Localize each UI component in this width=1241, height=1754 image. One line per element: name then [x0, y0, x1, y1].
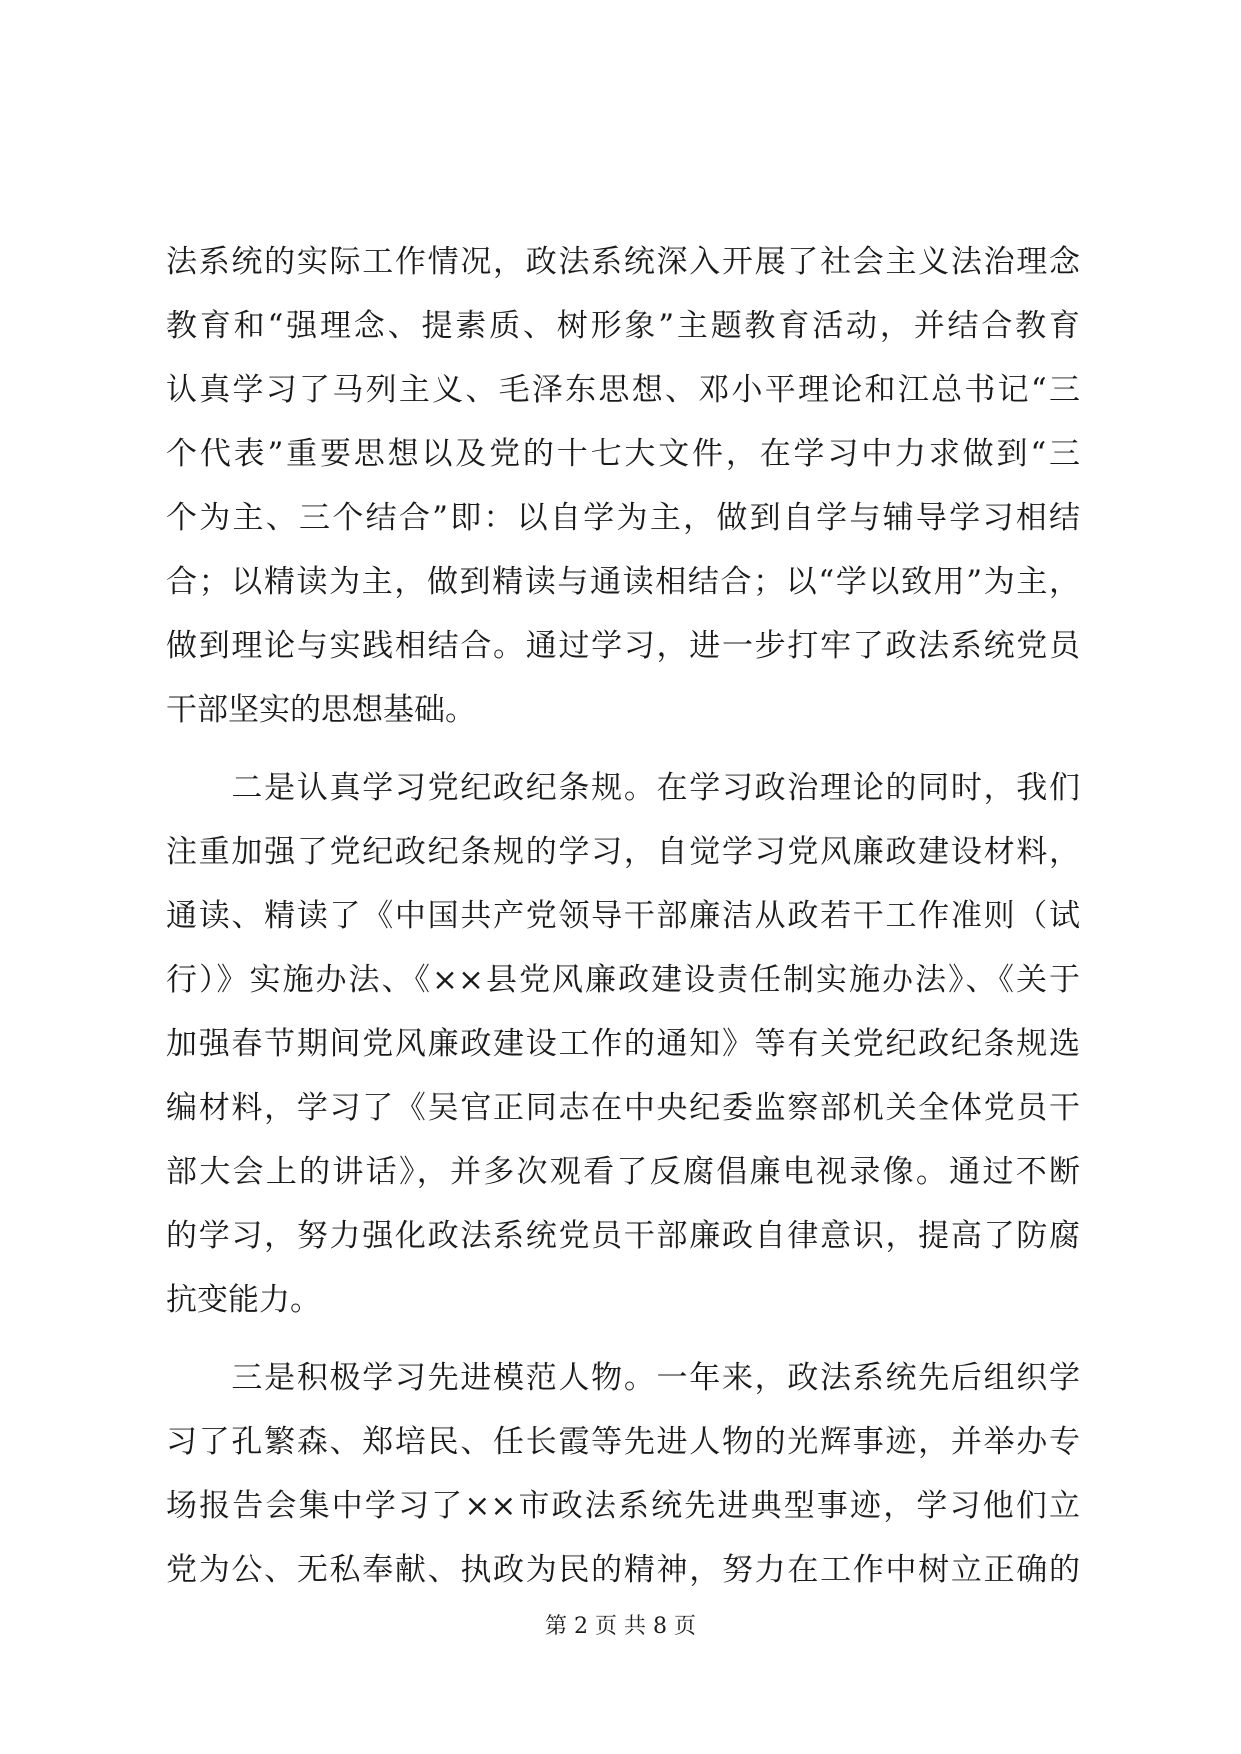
body-text [166, 230, 1080, 1602]
paragraph-1 [166, 230, 1080, 742]
text-line: 编材料，学习了《吴官正同志在中央纪委监察部机关全体党员干 [166, 1090, 1080, 1126]
paragraph-2 [166, 756, 1080, 1332]
text-line: 教育和“强理念、提素质、树形象”主题教育活动，并结合教育 [166, 308, 1080, 344]
text-line: 个为主、三个结合”即：以自学为主，做到自学与辅导学习相结 [166, 500, 1080, 536]
text-line: 做到理论与实践相结合。通过学习，进一步打牢了政法系统党员 [166, 628, 1080, 664]
text-line: 干部坚实的思想基础。 [166, 692, 476, 728]
text-line: 部大会上的讲话》，并多次观看了反腐倡廉电视录像。通过不断 [166, 1154, 1080, 1190]
text-line: 个代表”重要思想以及党的十七大文件，在学习中力求做到“三 [166, 436, 1080, 472]
text-line: 注重加强了党纪政纪条规的学习，自觉学习党风廉政建设材料， [166, 834, 1080, 870]
page-number-footer: 第 2 页 共 8 页 [545, 1614, 696, 1639]
text-line: 加强春节期间党风廉政建设工作的通知》等有关党纪政纪条规选 [166, 1026, 1080, 1062]
text-line: 场报告会集中学习了××市政法系统先进典型事迹，学习他们立 [166, 1488, 1080, 1524]
text-line: 抗变能力。 [166, 1282, 321, 1318]
text-line: 认真学习了马列主义、毛泽东思想、邓小平理论和江总书记“三 [166, 372, 1080, 408]
text-line: 的学习，努力强化政法系统党员干部廉政自律意识，提高了防腐 [166, 1218, 1080, 1254]
text-line: 三是积极学习先进模范人物。一年来，政法系统先后组织学 [166, 1360, 1080, 1396]
text-line: 党为公、无私奉献、执政为民的精神，努力在工作中树立正确的 [166, 1552, 1080, 1588]
text-line: 习了孔繁森、郑培民、任长霞等先进人物的光辉事迹，并举办专 [166, 1424, 1080, 1460]
text-line: 合；以精读为主，做到精读与通读相结合；以“学以致用”为主， [166, 564, 1080, 600]
text-line: 法系统的实际工作情况，政法系统深入开展了社会主义法治理念 [166, 244, 1080, 280]
paragraph-3 [166, 1346, 1080, 1602]
text-line: 行）》实施办法、《××县党风廉政建设责任制实施办法》、《关于 [166, 962, 1080, 998]
text-line: 二是认真学习党纪政纪条规。在学习政治理论的同时，我们 [166, 770, 1080, 806]
text-line: 通读、精读了《中国共产党领导干部廉洁从政若干工作准则（试 [166, 898, 1080, 934]
